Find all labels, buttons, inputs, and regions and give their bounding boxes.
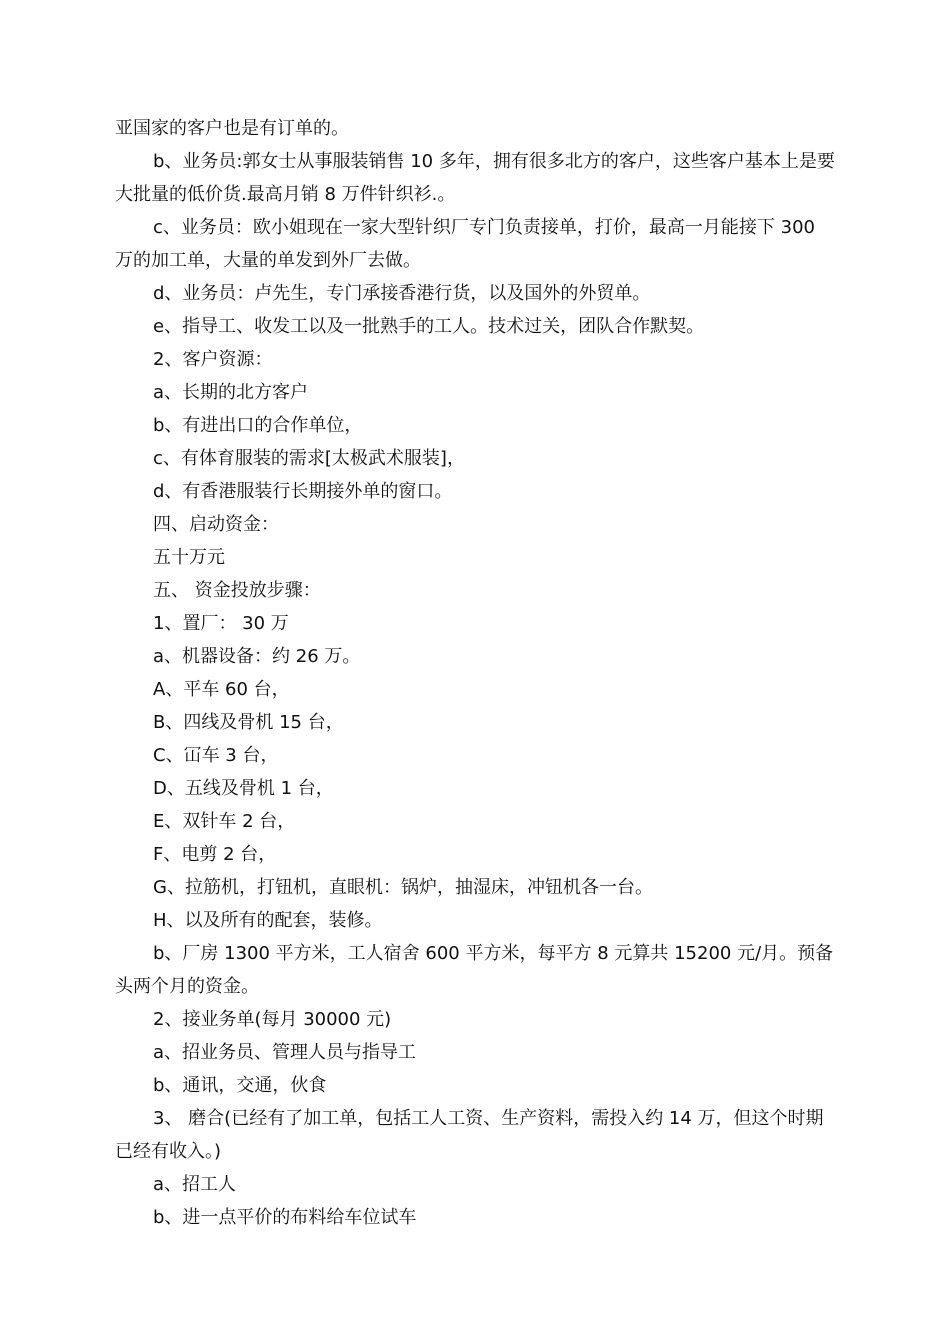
list-item: a、机器设备：约 26 万。	[153, 646, 361, 667]
list-item: b、有进出口的合作单位，	[153, 415, 363, 436]
list-item: d、有香港服装行长期接外单的窗口。	[153, 481, 453, 502]
list-item: a、招业务员、管理人员与指导工	[153, 1042, 417, 1063]
list-item: b、进一点平价的布料给车位试车	[153, 1207, 417, 1228]
list-item: A、平车 60 台，	[153, 679, 290, 700]
list-item: D、五线及骨机 1 台，	[153, 778, 334, 799]
section-heading: 2、客户资源：	[153, 349, 273, 370]
section-heading: 四、启动资金：	[153, 514, 279, 535]
paragraph-continuation: 亚国家的客户也是有订单的。	[115, 118, 349, 139]
document-body	[115, 112, 835, 1234]
paragraph: e、指导工、收发工以及一批熟手的工人。技术过关，团队合作默契。	[153, 316, 705, 337]
list-item: a、长期的北方客户	[153, 382, 309, 403]
list-item: 2、接业务单(每月 30000 元)	[153, 1009, 392, 1030]
list-item: F、电剪 2 台，	[153, 844, 277, 865]
list-item: E、双针车 2 台，	[153, 811, 296, 832]
list-item: b、通讯，交通，伙食	[153, 1075, 327, 1096]
list-item: C、冚车 3 台，	[153, 745, 279, 766]
list-item: G、拉筋机，打钮机，直眼机：锅炉，抽湿床，冲钮机各一台。	[153, 877, 653, 898]
list-item: 1、置厂： 30 万	[153, 613, 289, 634]
list-item: 3、 磨合(已经有了加工单，包括工人工资、生产资料，需投入约 14 万，但这个时期已经有收入。)	[115, 1108, 824, 1162]
list-item: B、四线及骨机 15 台，	[153, 712, 344, 733]
paragraph: c、业务员：欧小姐现在一家大型针织厂专门负责接单，打价，最高一月能接下 300 万的加工单，大量的单发到外厂去做。	[115, 217, 815, 271]
list-item: H、以及所有的配套，装修。	[153, 910, 383, 931]
section-heading: 五、 资金投放步骤：	[153, 580, 321, 601]
paragraph: d、业务员：卢先生，专门承接香港行货，以及国外的外贸单。	[153, 283, 651, 304]
list-item: b、厂房 1300 平方米，工人宿舍 600 平方米，每平方 8 元算共 15200 元/月。预备头两个月的资金。	[115, 943, 834, 997]
paragraph: b、业务员:郭女士从事服装销售 10 多年，拥有很多北方的客户，这些客户基本上是要大批量的低价货.最高月销 8 万件针织衫.。	[115, 151, 835, 205]
paragraph: 五十万元	[153, 547, 225, 568]
list-item: a、招工人	[153, 1174, 237, 1195]
list-item: c、有体育服装的需求[太极武术服装]，	[153, 448, 465, 469]
